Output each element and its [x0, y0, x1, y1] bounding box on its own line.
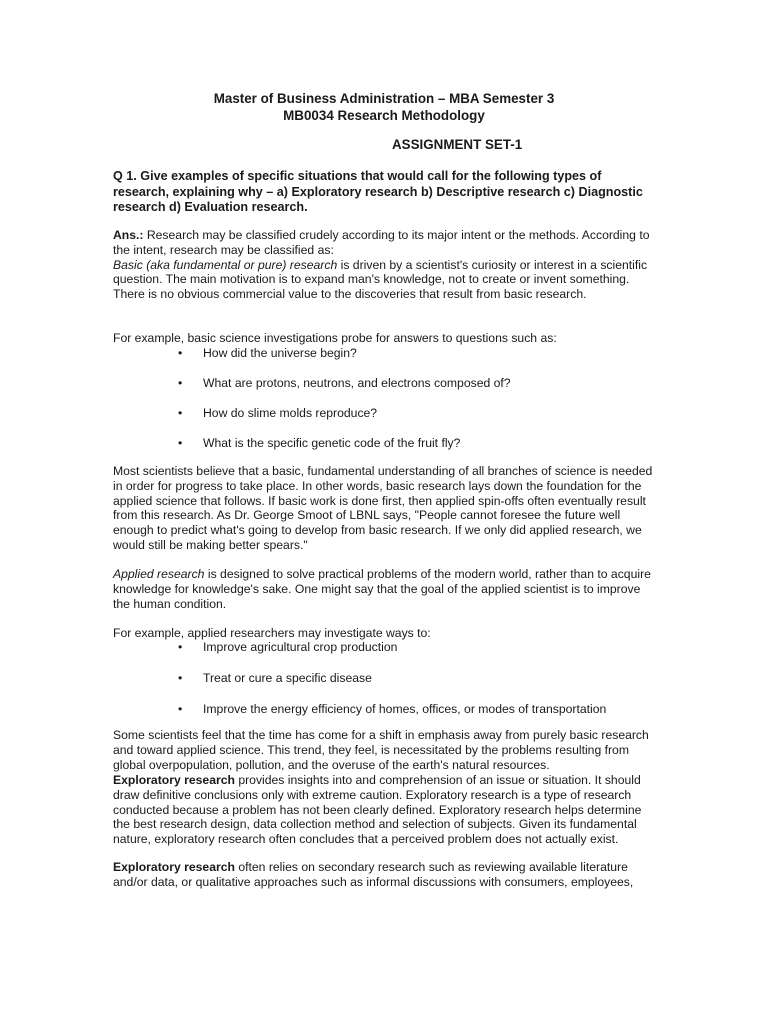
bullet-icon: •: [178, 702, 183, 716]
basic-research-text: is driven by a scientist's curiosity or interest in a scientific question. The main motivation is to expand man's knowledge, not to create or invent something. There is no obvious commercial value to the discoveries that result from basic research.: [113, 257, 648, 302]
course-title: MB0034 Research Methodology: [283, 108, 485, 123]
document-title: Master of Business Administration – MBA Semester 3: [213, 91, 555, 106]
exploratory-paragraph: Exploratory research provides insights into and comprehension of an issue or situation. It should draw definitive conclusions only with extreme caution. Exploratory research is a type of research conducted because a problem has not been clearly defined. Exploratory research helps determine the best research design, data collection method and selection of subjects. Given its fundamental nature, exploratory research often concludes that a perceived problem does not actually exist.: [113, 773, 642, 847]
list-item: • What is the specific genetic code of the fruit fly?: [178, 436, 461, 450]
exploratory-paragraph-2: Exploratory research often relies on secondary research such as reviewing available literature and/or data, or qualitative approaches such as informal discussions with consumers, employees,: [113, 860, 634, 889]
applied-research-paragraph: Applied research is designed to solve practical problems of the modern world, rather than to acquire knowledge for knowledge's sake. One might say that the goal of the applied scientist is to improve the human condition.: [113, 567, 651, 611]
basic-research-term: Basic (aka fundamental or pure) research: [113, 257, 338, 272]
answer-intro: Research may be classified crudely according to its major intent or the methods. According to the intent, research may be classified as:: [113, 228, 650, 257]
exploratory-term: Exploratory research: [113, 773, 235, 787]
list-item: • How do slime molds reproduce?: [178, 406, 378, 420]
bullet-icon: •: [178, 406, 183, 420]
list-item: • How did the universe begin?: [178, 346, 357, 360]
list-item: • Improve the energy efficiency of homes, offices, or modes of transportation: [178, 702, 607, 716]
basic-example-intro: For example, basic science investigations probe for answers to questions such as:: [113, 331, 557, 345]
assignment-heading: ASSIGNMENT SET-1: [392, 137, 523, 152]
shift-paragraph: Some scientists feel that the time has come for a shift in emphasis away from purely basic research and toward applied science. This trend, they feel, is necessitated by the problems resulting from global overpopulation, pollution, and the overuse of the earth's natural resources.: [113, 728, 649, 772]
answer-paragraph: [113, 228, 658, 302]
bullet-icon: •: [178, 436, 183, 450]
list-item: • Improve agricultural crop production: [178, 640, 398, 654]
basic-research-paragraph: Most scientists believe that a basic, fundamental understanding of all branches of science is needed in order for progress to take place. In other words, basic research lays down the foundation for the applied science that follows. If basic work is done first, then applied spin-offs often eventually result from this research. As Dr. George Smoot of LBNL says, "People cannot foresee the future well enough to predict what's going to develop from basic research. If we only did applied research, we would still be making better spears.": [113, 464, 653, 552]
exploratory-term-2: Exploratory research: [113, 860, 235, 874]
applied-example-intro: For example, applied researchers may investigate ways to:: [113, 626, 431, 640]
bullet-icon: •: [178, 671, 183, 685]
bullet-icon: •: [178, 376, 183, 390]
answer-label: Ans.:: [113, 228, 144, 242]
question-text: Q 1. Give examples of specific situations that would call for the following types of research, explaining why – a) Exploratory research b) Descriptive research c) Diagnostic research d) Evaluation research.: [113, 169, 643, 215]
applied-research-term: Applied research: [113, 567, 205, 581]
list-item: • Treat or cure a specific disease: [178, 671, 372, 685]
list-item: • What are protons, neutrons, and electrons composed of?: [178, 376, 511, 390]
bullet-icon: •: [178, 640, 183, 654]
bullet-icon: •: [178, 346, 183, 360]
